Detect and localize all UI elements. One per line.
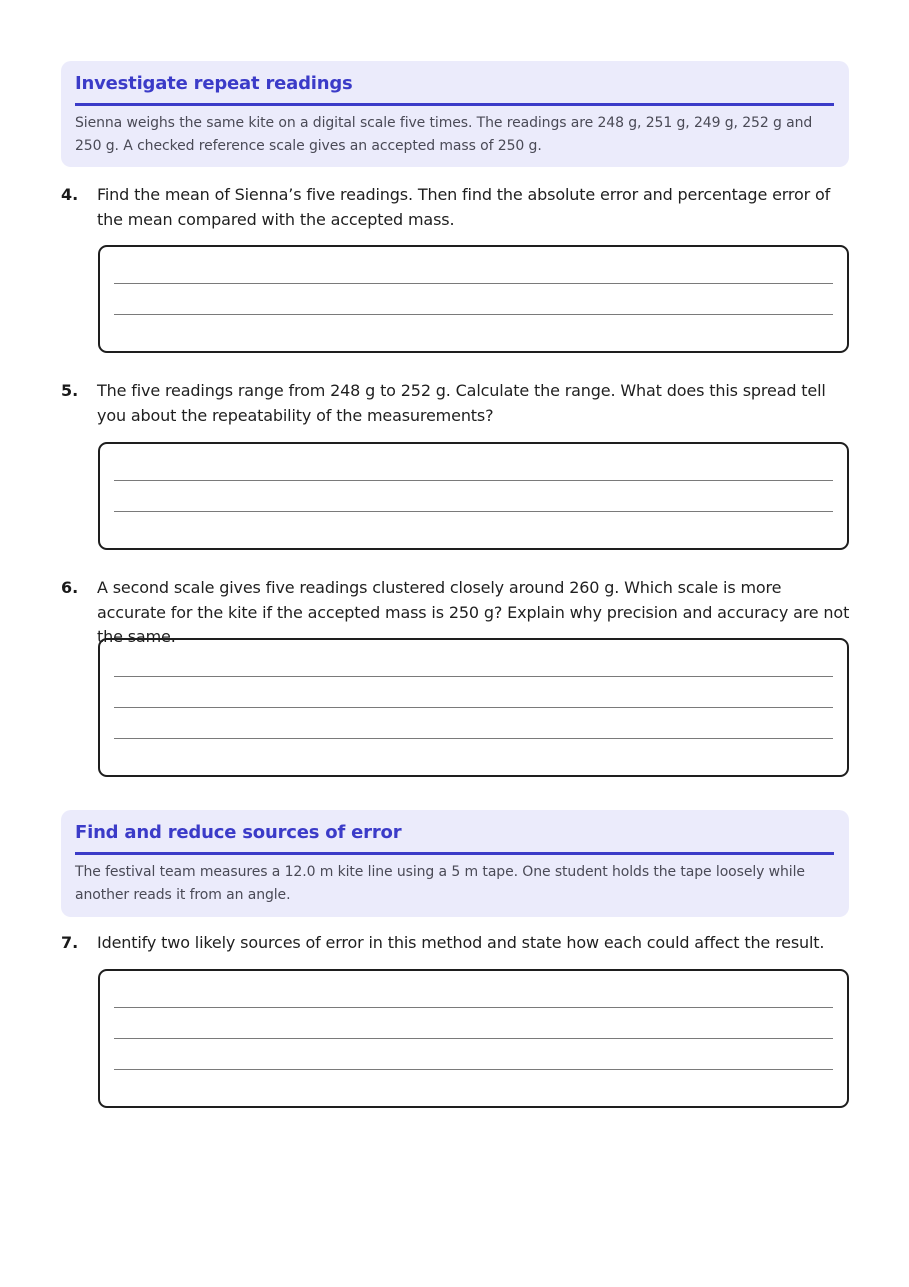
question-number: 7. — [61, 933, 79, 952]
question-text: The five readings range from 248 g to 252 g. Calculate the range. What does this spread tell you about the repeatability of the measurements? — [97, 381, 826, 425]
question-text: A second scale gives five readings clustered closely around 260 g. Which scale is more accurate for the kite if the accepted mass is 250 g? Explain why precision and accuracy are not the same. — [97, 578, 850, 646]
answer-line — [114, 1069, 833, 1070]
section-title: Find and reduce sources of error — [75, 821, 834, 855]
question-number: 6. — [61, 578, 79, 597]
answer-box-4[interactable] — [98, 245, 849, 353]
question-text: Identify two likely sources of error in this method and state how each could affect the result. — [97, 933, 825, 952]
answer-line — [114, 1038, 833, 1039]
section-text: Sienna weighs the same kite on a digital scale five times. The readings are 248 g, 251 g, 249 g, 252 g and 250 g. A checked reference scale gives an accepted mass of 250 g. — [75, 115, 813, 154]
answer-line — [114, 314, 833, 315]
answer-line — [114, 1007, 833, 1008]
answer-box-7[interactable] — [98, 969, 849, 1108]
question-text: Find the mean of Sienna’s five readings. Then find the absolute error and percentage error of the mean compared with the accepted mass. — [97, 185, 831, 229]
section-panel-repeat-readings — [61, 61, 849, 167]
question-number: 5. — [61, 381, 79, 400]
section-title: Investigate repeat readings — [75, 72, 834, 106]
answer-line — [114, 738, 833, 739]
answer-line — [114, 480, 833, 481]
answer-line — [114, 511, 833, 512]
section-text: The festival team measures a 12.0 m kite line using a 5 m tape. One student holds the tape loosely while another reads it from an angle. — [75, 864, 805, 903]
answer-box-5[interactable] — [98, 442, 849, 550]
question-number: 4. — [61, 185, 79, 204]
section-panel-sources-of-error — [61, 810, 849, 917]
answer-line — [114, 707, 833, 708]
answer-line — [114, 283, 833, 284]
answer-box-6[interactable] — [98, 638, 849, 777]
answer-line — [114, 676, 833, 677]
